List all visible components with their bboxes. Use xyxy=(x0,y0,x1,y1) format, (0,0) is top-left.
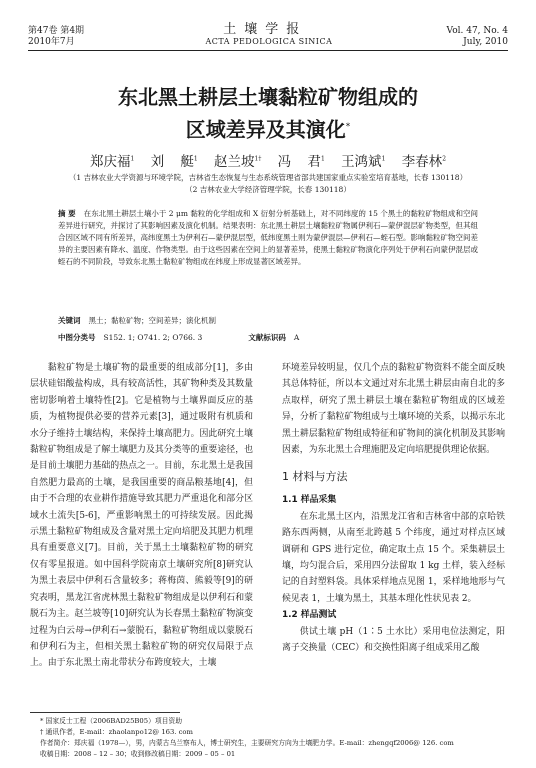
author: 王鸿斌$^1$ xyxy=(341,154,386,170)
footnote-dates: 收稿日期：2008 – 12 – 30；收到修改稿日期：2009 – 05 – 01 xyxy=(40,750,236,758)
clc-label: 中图分类号 xyxy=(58,333,96,342)
volume-cn: 第47卷 第4期 xyxy=(28,26,85,36)
journal-title-cn: 土壤学报 xyxy=(223,22,308,37)
affiliation-1: （1 吉林农业大学资源与环境学院，吉林省生态恢复与生态系统管理省部共建国家重点实验室培育基地，长春 130118） xyxy=(68,173,468,182)
date-en: July, 2010 xyxy=(463,37,508,47)
clc-value: S152. 1; O741. 2; O766. 3 xyxy=(103,333,203,342)
testing-paragraph: 供试土壤 pH（1∶5 土水比）采用电位法测定，阳离子交换量（CEC）和交换性阳离子组成采用乙酸 xyxy=(282,626,505,654)
section-heading-1: 1 材料与方法 xyxy=(282,470,348,484)
title-line-2: 区域差异及其演化* xyxy=(185,117,351,142)
abstract xyxy=(58,208,478,268)
footnote-fund: * 国家反士工程（2006BAD25B05）项目资助 xyxy=(40,717,183,725)
journal-title-en: ACTA PEDOLOGICA SINICA xyxy=(205,37,333,46)
paper-title xyxy=(0,82,536,145)
intro-paragraph-cont: 环境差异较明显，仅几个点的黏粒矿物资料不能全面反映其总体特征，所以本文通过对东北黑土耕层由南自北的多点取样，研究了黑土耕层土壤在黏粒矿物组成的区域差异，分析了黏粒矿物组成与土壤环境的关系，以揭示东北黑土耕层黏粒矿物组成特征和矿物间的演化机制及其影响因素，为东北黑土合理施肥及定向培肥提供理论依据。 xyxy=(282,363,505,456)
intro-paragraph: 黏粒矿物是土壤矿物的最重要的组成部分[1]，多由层状硅铝酸盐构成，具有较高活性，其矿物种类及其数量密切影响着土壤特性[2]。它是植物与土壤界面反应的基质，为植物提供必要的营养元素[3]，通过吸附有机质和水分子维持土壤结构，来保持土壤高肥力。因此研究土壤黏粒矿物组成是了解土壤肥力及其分类等的重要途径，也是目前土壤肥力基础的热点之一。目前，东北黑土是我国自然肥力最高的土壤，是我国重要的商品粮基地[4]，但由于不合理的农业耕作措施导致其肥力严重退化和部分区域水土流失[5-6]，严重影响黑土的可持续发展。因此揭示黑土黏粒矿物组成及含量对黑土定向培肥及其肥力机理具有重要意义[7]。目前，关于黑土土壤黏粒矿物的研究仅有零星报道。如中国科学院南京土壤研究所[8]研究认为黑土表层中伊利石含量较多；蒋梅茵、熊毅等[9]的研究表明，黑龙江省虎林黑土黏粒矿物组成是以伊利石和蒙脱石为主。赵兰坡等[10]研究认为长春黑土黏粒矿物演变过程为白云母→伊利石→蒙脱石，黏粒矿物组成以蒙脱石和伊利石为主，但相关黑土黏粒矿物的研究仅局限于点上。由于东北黑土南北带状分布跨度较大，土壤 xyxy=(30,363,253,669)
classification xyxy=(58,332,478,343)
author-list xyxy=(0,150,536,170)
subsection-heading-1-2: 1.2 样品测试 xyxy=(282,610,337,621)
abstract-text: 在东北黑土耕层土壤小于 2 μm 黏粒的化学组成和 X 衍射分析基础上，对不同纬度的 15 个黑土的黏粒矿物组成和空间差异进行研究，并探讨了其影响因素及演化机制。结果表明：东北黑土耕层土壤黏粒矿物属伊利石—蒙伊混层矿物类型，但其组合因区域不同有所差异，高纬度黑土为伊利石—蒙伊混层型，低纬度黑土则为蒙伊混层—伊利石—蛭石型。影响黏粒矿物空间差异的主要因素有降水、温度、作物类型。由于这些因素在空间上的显著差异，使黑土黏粒矿物演化序列处于伊利石向蒙伊混层或蛭石的不同阶段，导致东北黑土黏粒矿物组成在纬度上形成显著区域差异。 xyxy=(58,209,478,266)
author: 赵兰坡$^{1\dagger}$ xyxy=(214,154,262,170)
body-column-right xyxy=(282,360,505,657)
affiliation-2: （2 吉林农业大学经济管理学院，长春 130118） xyxy=(185,185,351,194)
running-header xyxy=(28,18,508,54)
volume-en: Vol. 47, No. 4 xyxy=(446,26,508,36)
author: 李春林$^2$ xyxy=(401,154,447,170)
author: 郑庆福$^1$ xyxy=(89,154,135,170)
author: 冯 君$^1$ xyxy=(277,154,325,170)
header-rule xyxy=(28,50,508,51)
footnote-rule xyxy=(30,712,180,713)
footnotes xyxy=(40,716,508,760)
sampling-paragraph: 在东北黑土区内，沿黑龙江省和吉林省中部的京哈铁路东西两侧，从南至北跨越 5 个纬度，通过对样点区域调研和 GPS 进行定位，确定取土点 15 个。采集耕层土壤，均匀混合后，采用四分法留取 1 kg 土样，装入经标记的自封塑料袋。具体采样地点见图 1，采样地地形与气候见表 1，土壤为黑土，其基本理化性状见表 2。 xyxy=(282,511,505,604)
keywords-label: 关键词 xyxy=(58,316,81,325)
subsection-heading-1-1: 1.1 样品采集 xyxy=(282,495,337,506)
date-cn: 2010年7月 xyxy=(28,37,75,47)
footnote-corresponding: † 通讯作者，E-mail：zhaolanpo12@ 163. com xyxy=(40,728,193,736)
abstract-label: 摘 要 xyxy=(58,209,76,218)
keywords-text: 黑土；黏粒矿物；空间差异；演化机制 xyxy=(88,316,216,325)
keywords xyxy=(58,315,478,326)
body-column-left xyxy=(30,360,253,672)
title-line-1: 东北黑土耕层土壤黏粒矿物组成的 xyxy=(118,85,418,109)
author: 刘 艇$^1$ xyxy=(150,154,198,170)
footnote-author-bio: 作者简介：郑庆福（1978—），男，内蒙古乌兰察布人，博士研究生，主要研究方向为土壤肥力学。E-mail：zhengqf2006@ 126. com xyxy=(40,739,454,747)
title-footnote-mark: * xyxy=(345,122,351,132)
doc-code-label: 文献标识码 xyxy=(248,333,286,342)
doc-code-value: A xyxy=(293,333,300,342)
